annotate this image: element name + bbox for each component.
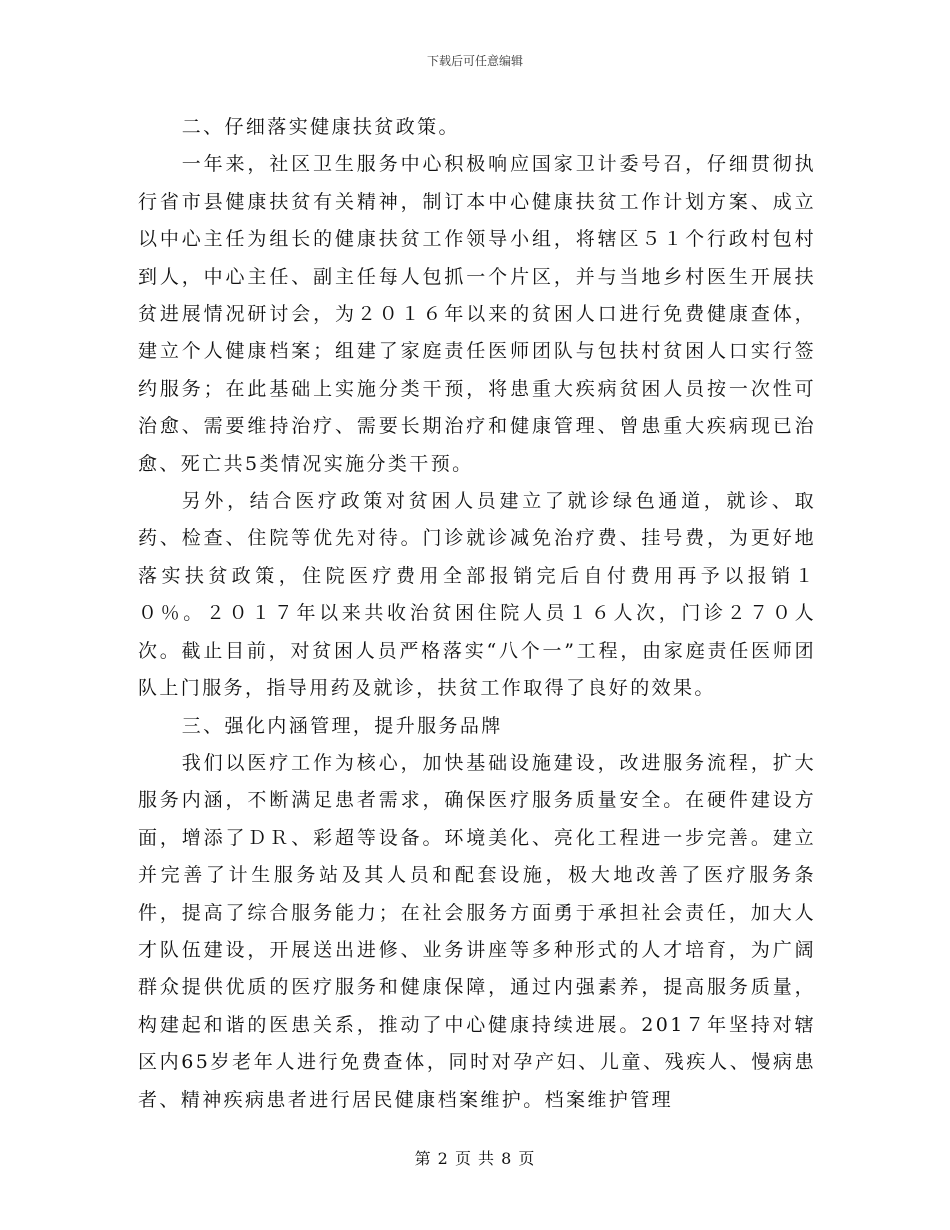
section-heading-2: 二、仔细落实健康扶贫政策。 xyxy=(181,116,460,138)
paragraph-green-channel: 另外，结合医疗政策对贫困人员建立了就诊绿色通道，就诊、取药、检查、住院等优先对待。门诊就诊减免治疗费、挂号费，为更好地落实扶贫政策，住院医疗费用全部报销完后自付费用再予以报销１０％。２０１７年以来共收治贫困住院人员１６人次，门诊２７０人次。截止目前，对贫困人员严格落实“八个一”工程，由家庭责任医师团队上门服务，指导用药及就诊，扶贫工作取得了良好的效果。 xyxy=(138,490,816,700)
paragraph-health-poverty-work: 一年来，社区卫生服务中心积极响应国家卫计委号召，仔细贯彻执行省市县健康扶贫有关精神，制订本中心健康扶贫工作计划方案、成立以中心主任为组长的健康扶贫工作领导小组，将辖区５１个行政村包村到人，中心主任、副主任每人包抓一个片区，并与当地乡村医生开展扶贫进展情况研讨会，为２０１６年以来的贫困人口进行免费健康查体，建立个人健康档案；组建了家庭责任医师团队与包扶村贫困人口实行签约服务；在此基础上实施分类干预，将患重大疾病贫困人员按一次性可治愈、需要维持治疗、需要长期治疗和健康管理、曾患重大疾病现已治愈、死亡共5类情况实施分类干预。 xyxy=(138,153,816,475)
page-number-footer: 第 2 页 共 8 页 xyxy=(414,1149,536,1168)
page-header: 下载后可任意编辑 xyxy=(426,54,523,68)
section-heading-3: 三、强化内涵管理，提升服务品牌 xyxy=(181,714,503,737)
paragraph-service-improvement: 我们以医疗工作为核心，加快基础设施建设，改进服务流程，扩大服务内涵，不断满足患者需求，确保医疗服务质量安全。在硬件建设方面，增添了ＤＲ、彩超等设备。环境美化、亮化工程进一步完善。建立并完善了计生服务站及其人员和配套设施，极大地改善了医疗服务条件，提高了综合服务能力；在社会服务方面勇于承担社会责任，加大人才队伍建设，开展送出进修、业务讲座等多种形式的人才培育，为广阔群众提供优质的医疗服务和健康保障，通过内强素养，提高服务质量，构建起和谐的医患关系，推动了中心健康持续进展。201７年坚持对辖区内65岁老年人进行免费查体，同时对孕产妇、儿童、残疾人、慢病患者、精神疾病患者进行居民健康档案维护。档案维护管理 xyxy=(138,751,816,1111)
document-body xyxy=(138,109,816,1119)
